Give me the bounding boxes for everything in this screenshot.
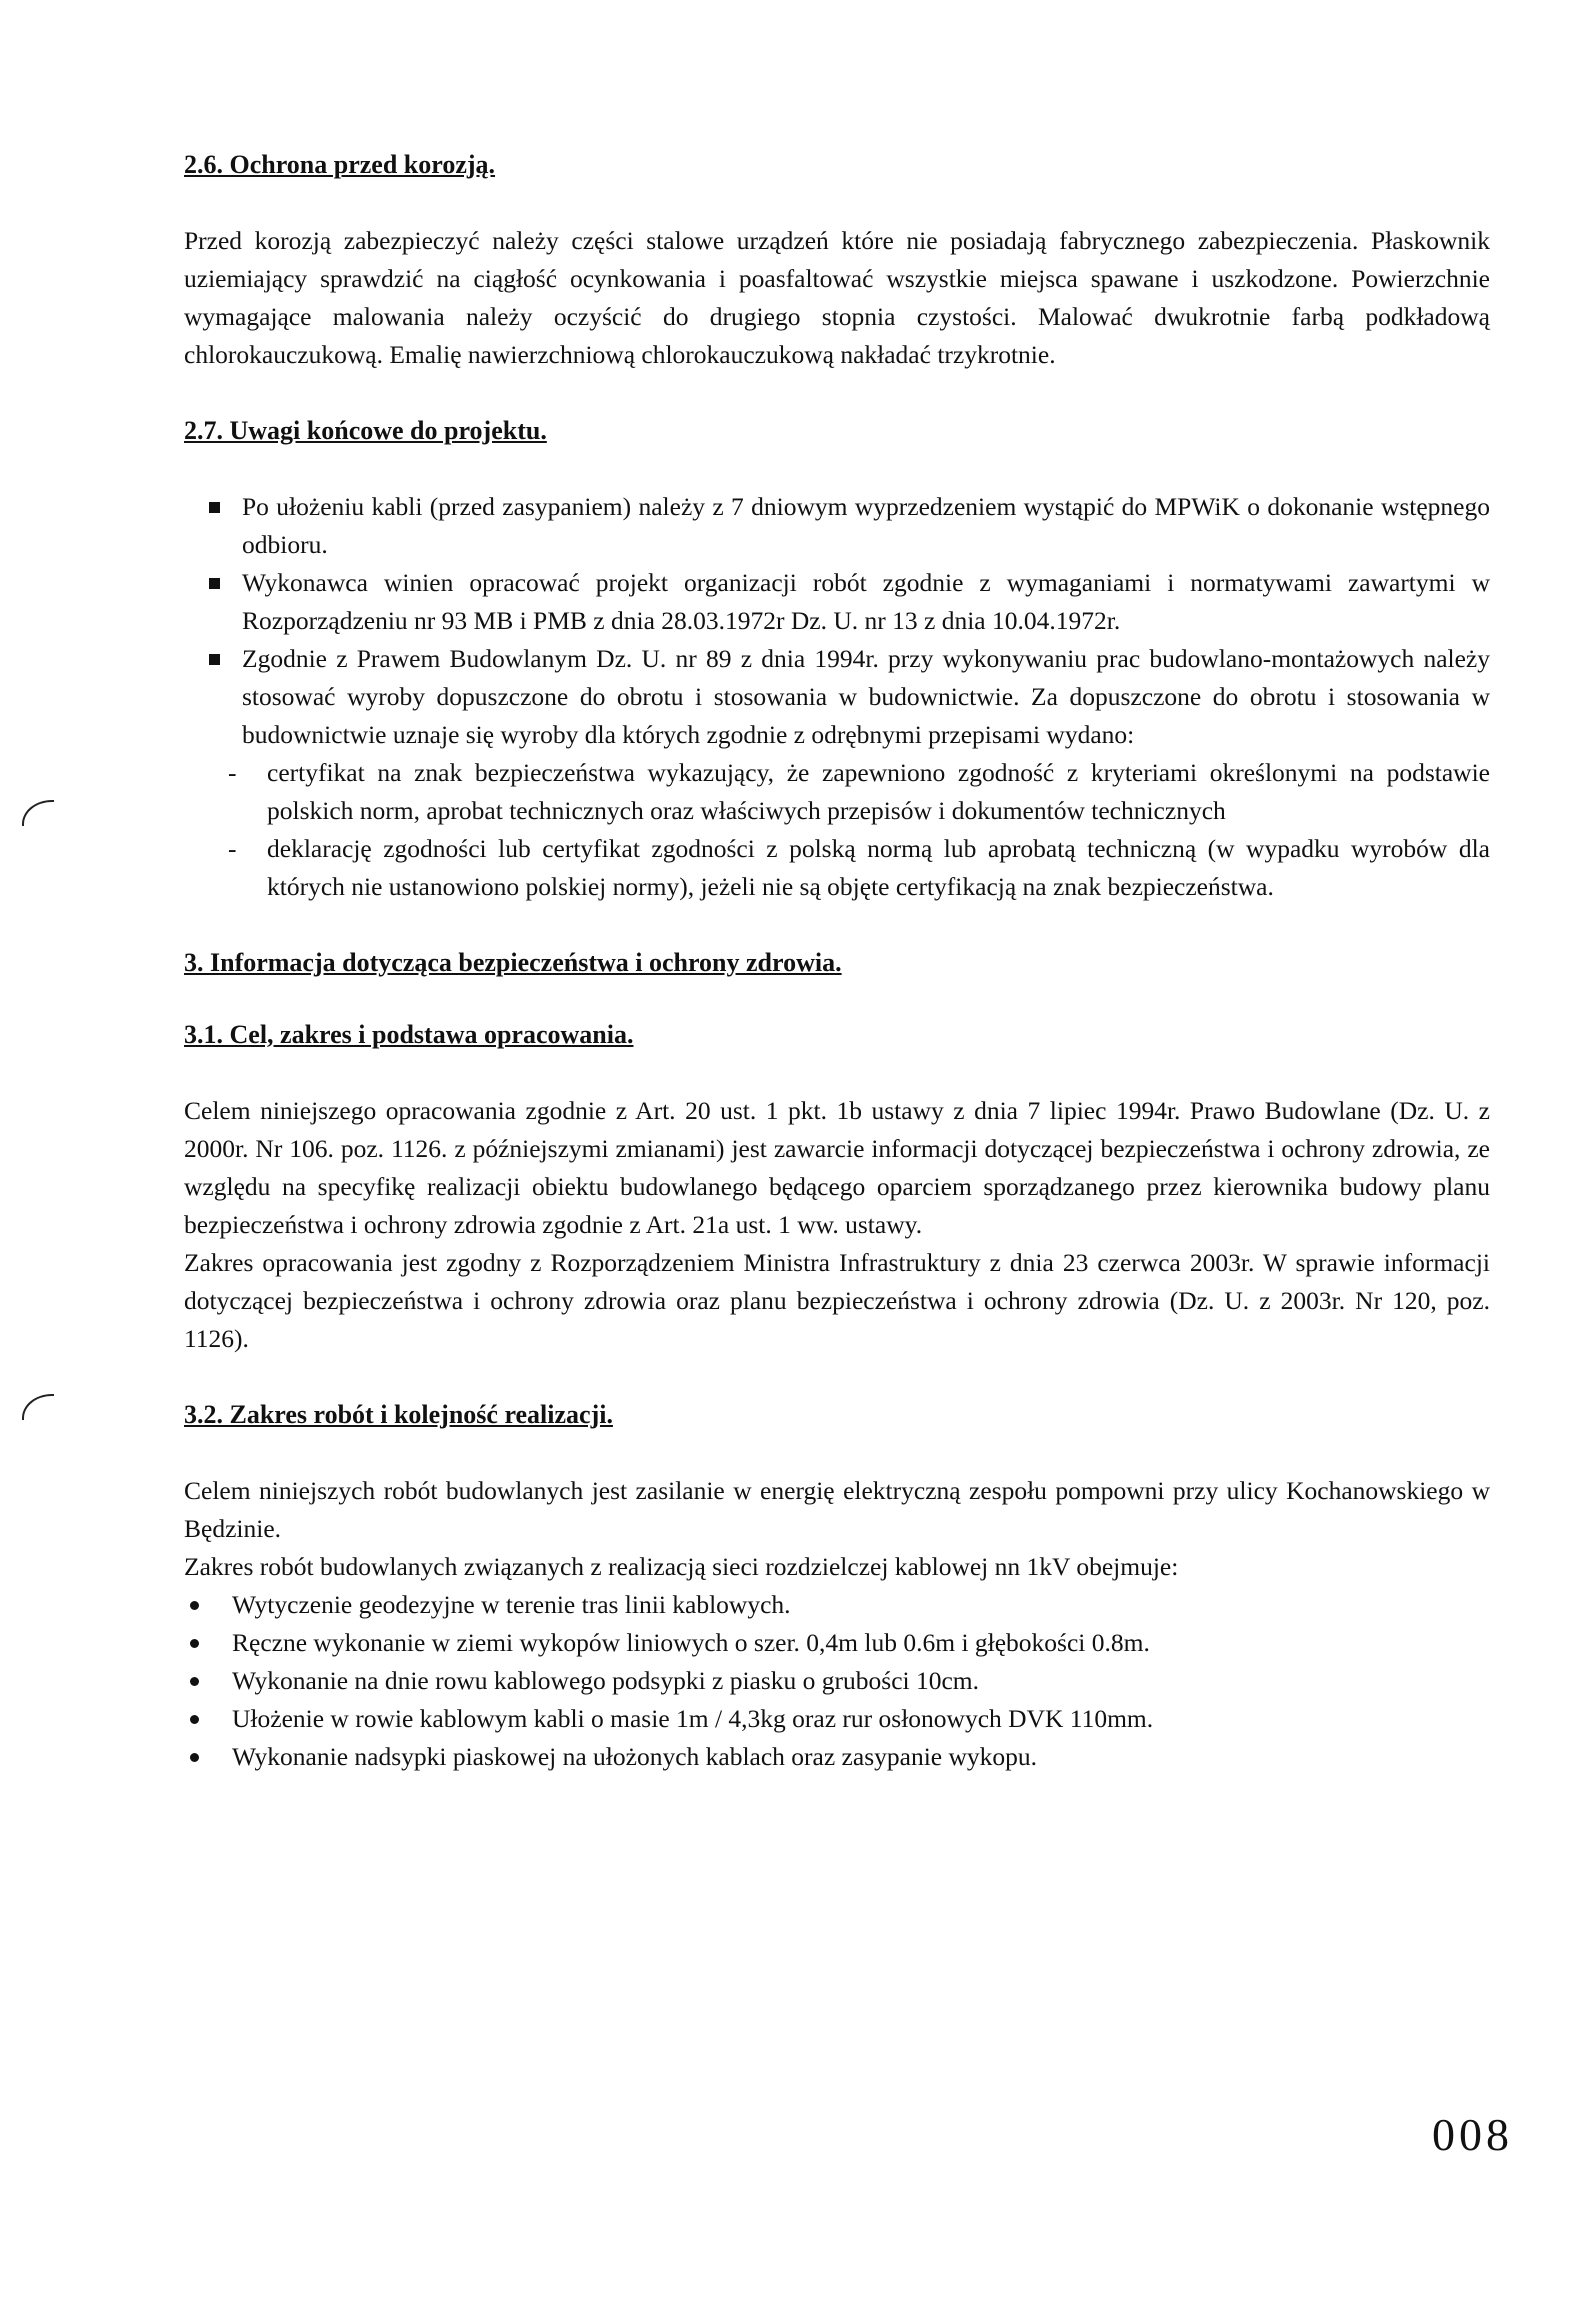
section-heading-2-6: 2.6. Ochrona przed korozją.: [184, 150, 496, 179]
square-bullet-icon: [209, 654, 220, 665]
section-2-7-list: [184, 488, 1490, 754]
dash-bullet-icon: -: [228, 758, 237, 787]
round-bullet-icon: [190, 1677, 199, 1686]
square-bullet-icon: [209, 578, 220, 589]
section-3-2-list: [184, 1586, 1490, 1776]
dash-bullet-icon: -: [228, 834, 237, 863]
list-item: - certyfikat na znak bezpieczeństwa wykazujący, że zapewniono zgodność z kryteriami określonymi na podstawie polskich norm, aprobat technicznych oraz właściwych przepisów i dokumentów technicznych: [184, 754, 1490, 830]
list-item: Wykonawca winien opracować projekt organizacji robót zgodnie z wymaganiami i normatywami zawartymi w Rozporządzeniu nr 93 MB i PMB z dnia 28.03.1972r Dz. U. nr 13 z dnia 10.04.1972r.: [184, 564, 1490, 640]
margin-mark: [22, 1394, 54, 1420]
list-item: Po ułożeniu kabli (przed zasypaniem) należy z 7 dniowym wyprzedzeniem wystąpić do MPWiK o dokonanie wstępnego odbioru.: [184, 488, 1490, 564]
section-heading-2-7: 2.7. Uwagi końcowe do projektu.: [184, 416, 547, 445]
section-heading-3: 3. Informacja dotycząca bezpieczeństwa i ochrony zdrowia.: [184, 948, 842, 977]
page-number: 008: [1432, 2109, 1513, 2160]
square-bullet-icon: [209, 502, 220, 513]
round-bullet-icon: [190, 1601, 199, 1610]
margin-mark: [22, 800, 54, 826]
list-item: Zgodnie z Prawem Budowlanym Dz. U. nr 89 z dnia 1994r. przy wykonywaniu prac budowlano-montażowych należy stosować wyroby dopuszczone do obrotu i stosowania w budownictwie. Za dopuszczone do obrotu i stosowania w budownictwie uznaje się wyroby dla których zgodnie z odrębnymi przepisami wydano:: [184, 640, 1490, 754]
section-3-1-paragraph-2: Zakres opracowania jest zgodny z Rozporządzeniem Ministra Infrastruktury z dnia 23 czerwca 2003r. W sprawie informacji dotyczącej bezpieczeństwa i ochrony zdrowia oraz planu bezpieczeństwa i ochrony zdrowia (Dz. U. z 2003r. Nr 120, poz. 1126).: [184, 1248, 1490, 1353]
section-2-7-sublist: [184, 754, 1490, 906]
round-bullet-icon: [190, 1715, 199, 1724]
section-heading-3-2: 3.2. Zakres robót i kolejność realizacji.: [184, 1400, 613, 1429]
list-item: Ręczne wykonanie w ziemi wykopów liniowych o szer. 0,4m lub 0.6m i głębokości 0.8m.: [184, 1624, 1490, 1662]
section-3-1-paragraph-1: Celem niniejszego opracowania zgodnie z Art. 20 ust. 1 pkt. 1b ustawy z dnia 7 lipiec 1994r. Prawo Budowlane (Dz. U. z 2000r. Nr 106. poz. 1126. z późniejszymi zmianami) jest zawarcie informacji dotyczącej bezpieczeństwa i ochrony zdrowia, ze względu na specyfikę realizacji obiektu budowlanego będącego oparciem sporządzanego przez kierownika budowy planu bezpieczeństwa i ochrony zdrowia zgodnie z Art. 21a ust. 1 ww. ustawy.: [184, 1096, 1490, 1239]
document-page: [184, 150, 1490, 1776]
round-bullet-icon: [190, 1753, 199, 1762]
section-3-2-paragraph-1: Celem niniejszych robót budowlanych jest zasilanie w energię elektryczną zespołu pompowni przy ulicy Kochanowskiego w Będzinie.: [184, 1476, 1490, 1543]
round-bullet-icon: [190, 1639, 199, 1648]
list-item: Wykonanie nadsypki piaskowej na ułożonych kablach oraz zasypanie wykopu.: [184, 1738, 1490, 1776]
section-3-2-paragraph-2: Zakres robót budowlanych związanych z realizacją sieci rozdzielczej kablowej nn 1kV obejmuje:: [184, 1552, 1179, 1581]
list-item: Wytyczenie geodezyjne w terenie tras linii kablowych.: [184, 1586, 1490, 1624]
list-item: Ułożenie w rowie kablowym kabli o masie 1m / 4,3kg oraz rur osłonowych DVK 110mm.: [184, 1700, 1490, 1738]
section-heading-3-1: 3.1. Cel, zakres i podstawa opracowania.: [184, 1020, 634, 1049]
section-2-6-paragraph: Przed korozją zabezpieczyć należy części stalowe urządzeń które nie posiadają fabrycznego zabezpieczenia. Płaskownik uziemiający sprawdzić na ciągłość ocynkowania i poasfaltować wszystkie miejsca spawane i uszkodzone. Powierzchnie wymagające malowania należy oczyścić do drugiego stopnia czystości. Malować dwukrotnie farbą podkładową chlorokauczukową. Emalię nawierzchniową chlorokauczukową nakładać trzykrotnie.: [184, 226, 1490, 369]
list-item: - deklarację zgodności lub certyfikat zgodności z polską normą lub aprobatą techniczną (w wypadku wyrobów dla których nie ustanowiono polskiej normy), jeżeli nie są objęte certyfikacją na znak bezpieczeństwa.: [184, 830, 1490, 906]
list-item: Wykonanie na dnie rowu kablowego podsypki z piasku o grubości 10cm.: [184, 1662, 1490, 1700]
